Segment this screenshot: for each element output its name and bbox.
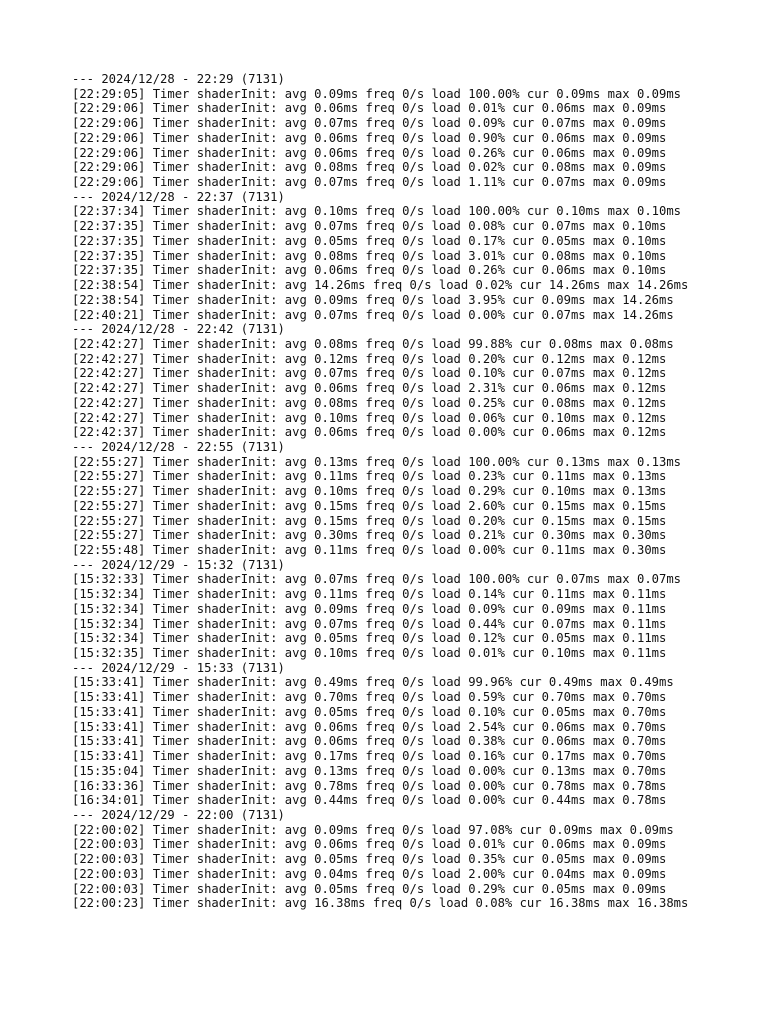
log-line: [15:32:33] Timer shaderInit: avg 0.07ms freq 0/s load 100.00% cur 0.07ms max 0.07ms bbox=[72, 572, 682, 587]
log-line: [22:29:05] Timer shaderInit: avg 0.09ms freq 0/s load 100.00% cur 0.09ms max 0.09ms bbox=[72, 86, 682, 101]
log-line: [22:55:27] Timer shaderInit: avg 0.10ms freq 0/s load 0.29% cur 0.10ms max 0.13ms bbox=[72, 484, 667, 499]
log-line: [15:33:41] Timer shaderInit: avg 0.06ms freq 0/s load 0.38% cur 0.06ms max 0.70ms bbox=[72, 734, 667, 749]
log-line: --- 2024/12/28 - 22:55 (7131) bbox=[72, 439, 285, 454]
log-line: [15:32:35] Timer shaderInit: avg 0.10ms freq 0/s load 0.01% cur 0.10ms max 0.11ms bbox=[72, 646, 667, 661]
log-line: [22:37:35] Timer shaderInit: avg 0.08ms freq 0/s load 3.01% cur 0.08ms max 0.10ms bbox=[72, 248, 667, 263]
log-line: [22:00:02] Timer shaderInit: avg 0.09ms freq 0/s load 97.08% cur 0.09ms max 0.09ms bbox=[72, 822, 674, 837]
log-line: [16:33:36] Timer shaderInit: avg 0.78ms freq 0/s load 0.00% cur 0.78ms max 0.78ms bbox=[72, 778, 667, 793]
log-line: [22:00:03] Timer shaderInit: avg 0.04ms freq 0/s load 2.00% cur 0.04ms max 0.09ms bbox=[72, 866, 667, 881]
log-line: [22:00:03] Timer shaderInit: avg 0.05ms freq 0/s load 0.29% cur 0.05ms max 0.09ms bbox=[72, 881, 667, 896]
log-text bbox=[72, 72, 700, 911]
log-line: [22:00:03] Timer shaderInit: avg 0.06ms freq 0/s load 0.01% cur 0.06ms max 0.09ms bbox=[72, 837, 667, 852]
log-line: --- 2024/12/29 - 15:33 (7131) bbox=[72, 660, 285, 675]
log-line: [15:33:41] Timer shaderInit: avg 0.06ms freq 0/s load 2.54% cur 0.06ms max 0.70ms bbox=[72, 719, 667, 734]
log-line: [22:00:23] Timer shaderInit: avg 16.38ms freq 0/s load 0.08% cur 16.38ms max 16.38ms bbox=[72, 896, 689, 911]
log-line: [22:29:06] Timer shaderInit: avg 0.08ms freq 0/s load 0.02% cur 0.08ms max 0.09ms bbox=[72, 160, 667, 175]
log-line: [22:42:27] Timer shaderInit: avg 0.10ms freq 0/s load 0.06% cur 0.10ms max 0.12ms bbox=[72, 410, 667, 425]
log-line: --- 2024/12/29 - 15:32 (7131) bbox=[72, 557, 285, 572]
log-line: [16:34:01] Timer shaderInit: avg 0.44ms freq 0/s load 0.00% cur 0.44ms max 0.78ms bbox=[72, 793, 667, 808]
log-line: --- 2024/12/28 - 22:29 (7131) bbox=[72, 72, 285, 86]
log-line: [22:55:27] Timer shaderInit: avg 0.30ms freq 0/s load 0.21% cur 0.30ms max 0.30ms bbox=[72, 528, 667, 543]
log-line: [22:55:27] Timer shaderInit: avg 0.15ms freq 0/s load 2.60% cur 0.15ms max 0.15ms bbox=[72, 498, 667, 513]
log-line: [22:37:35] Timer shaderInit: avg 0.06ms freq 0/s load 0.26% cur 0.06ms max 0.10ms bbox=[72, 263, 667, 278]
log-line: [15:32:34] Timer shaderInit: avg 0.07ms freq 0/s load 0.44% cur 0.07ms max 0.11ms bbox=[72, 616, 667, 631]
log-line: [22:42:27] Timer shaderInit: avg 0.08ms freq 0/s load 99.88% cur 0.08ms max 0.08ms bbox=[72, 336, 674, 351]
log-line: [22:37:35] Timer shaderInit: avg 0.05ms freq 0/s load 0.17% cur 0.05ms max 0.10ms bbox=[72, 233, 667, 248]
log-line: [15:35:04] Timer shaderInit: avg 0.13ms freq 0/s load 0.00% cur 0.13ms max 0.70ms bbox=[72, 763, 667, 778]
log-line: [15:32:34] Timer shaderInit: avg 0.09ms freq 0/s load 0.09% cur 0.09ms max 0.11ms bbox=[72, 601, 667, 616]
log-line: [15:32:34] Timer shaderInit: avg 0.11ms freq 0/s load 0.14% cur 0.11ms max 0.11ms bbox=[72, 587, 667, 602]
log-line: [22:00:03] Timer shaderInit: avg 0.05ms freq 0/s load 0.35% cur 0.05ms max 0.09ms bbox=[72, 852, 667, 867]
log-line: [22:42:27] Timer shaderInit: avg 0.08ms freq 0/s load 0.25% cur 0.08ms max 0.12ms bbox=[72, 395, 667, 410]
log-line: [22:55:48] Timer shaderInit: avg 0.11ms freq 0/s load 0.00% cur 0.11ms max 0.30ms bbox=[72, 543, 667, 557]
log-line: [22:29:06] Timer shaderInit: avg 0.06ms freq 0/s load 0.26% cur 0.06ms max 0.09ms bbox=[72, 145, 667, 160]
log-line: [22:38:54] Timer shaderInit: avg 0.09ms freq 0/s load 3.95% cur 0.09ms max 14.26ms bbox=[72, 292, 674, 307]
log-line: [22:42:37] Timer shaderInit: avg 0.06ms freq 0/s load 0.00% cur 0.06ms max 0.12ms bbox=[72, 425, 667, 440]
log-line: [22:42:27] Timer shaderInit: avg 0.12ms freq 0/s load 0.20% cur 0.12ms max 0.12ms bbox=[72, 351, 667, 366]
log-line: [22:40:21] Timer shaderInit: avg 0.07ms freq 0/s load 0.00% cur 0.07ms max 14.26ms bbox=[72, 307, 674, 322]
log-line: [22:29:06] Timer shaderInit: avg 0.06ms freq 0/s load 0.90% cur 0.06ms max 0.09ms bbox=[72, 130, 667, 145]
log-line: [22:38:54] Timer shaderInit: avg 14.26ms freq 0/s load 0.02% cur 14.26ms max 14.26ms bbox=[72, 278, 689, 293]
log-line: [22:29:06] Timer shaderInit: avg 0.07ms freq 0/s load 1.11% cur 0.07ms max 0.09ms bbox=[72, 175, 667, 190]
log-line: [22:29:06] Timer shaderInit: avg 0.07ms freq 0/s load 0.09% cur 0.07ms max 0.09ms bbox=[72, 116, 667, 131]
log-line: [15:33:41] Timer shaderInit: avg 0.49ms freq 0/s load 99.96% cur 0.49ms max 0.49ms bbox=[72, 675, 674, 690]
log-line: [22:55:27] Timer shaderInit: avg 0.11ms freq 0/s load 0.23% cur 0.11ms max 0.13ms bbox=[72, 469, 667, 484]
log-line: [22:42:27] Timer shaderInit: avg 0.06ms freq 0/s load 2.31% cur 0.06ms max 0.12ms bbox=[72, 381, 667, 396]
log-line: [15:32:34] Timer shaderInit: avg 0.05ms freq 0/s load 0.12% cur 0.05ms max 0.11ms bbox=[72, 631, 667, 646]
log-line: [15:33:41] Timer shaderInit: avg 0.17ms freq 0/s load 0.16% cur 0.17ms max 0.70ms bbox=[72, 749, 667, 764]
log-line: [22:37:34] Timer shaderInit: avg 0.10ms freq 0/s load 100.00% cur 0.10ms max 0.10ms bbox=[72, 204, 682, 219]
log-line: [15:33:41] Timer shaderInit: avg 0.05ms freq 0/s load 0.10% cur 0.05ms max 0.70ms bbox=[72, 704, 667, 719]
log-line: [22:55:27] Timer shaderInit: avg 0.15ms freq 0/s load 0.20% cur 0.15ms max 0.15ms bbox=[72, 513, 667, 528]
log-line: --- 2024/12/29 - 22:00 (7131) bbox=[72, 807, 285, 822]
log-line: [22:55:27] Timer shaderInit: avg 0.13ms freq 0/s load 100.00% cur 0.13ms max 0.13ms bbox=[72, 454, 682, 469]
log-line: [15:33:41] Timer shaderInit: avg 0.70ms freq 0/s load 0.59% cur 0.70ms max 0.70ms bbox=[72, 690, 667, 705]
log-line: --- 2024/12/28 - 22:37 (7131) bbox=[72, 189, 285, 204]
log-line: --- 2024/12/28 - 22:42 (7131) bbox=[72, 322, 285, 337]
log-line: [22:29:06] Timer shaderInit: avg 0.06ms freq 0/s load 0.01% cur 0.06ms max 0.09ms bbox=[72, 101, 667, 116]
log-line: [22:37:35] Timer shaderInit: avg 0.07ms freq 0/s load 0.08% cur 0.07ms max 0.10ms bbox=[72, 219, 667, 234]
log-line: [22:42:27] Timer shaderInit: avg 0.07ms freq 0/s load 0.10% cur 0.07ms max 0.12ms bbox=[72, 366, 667, 381]
